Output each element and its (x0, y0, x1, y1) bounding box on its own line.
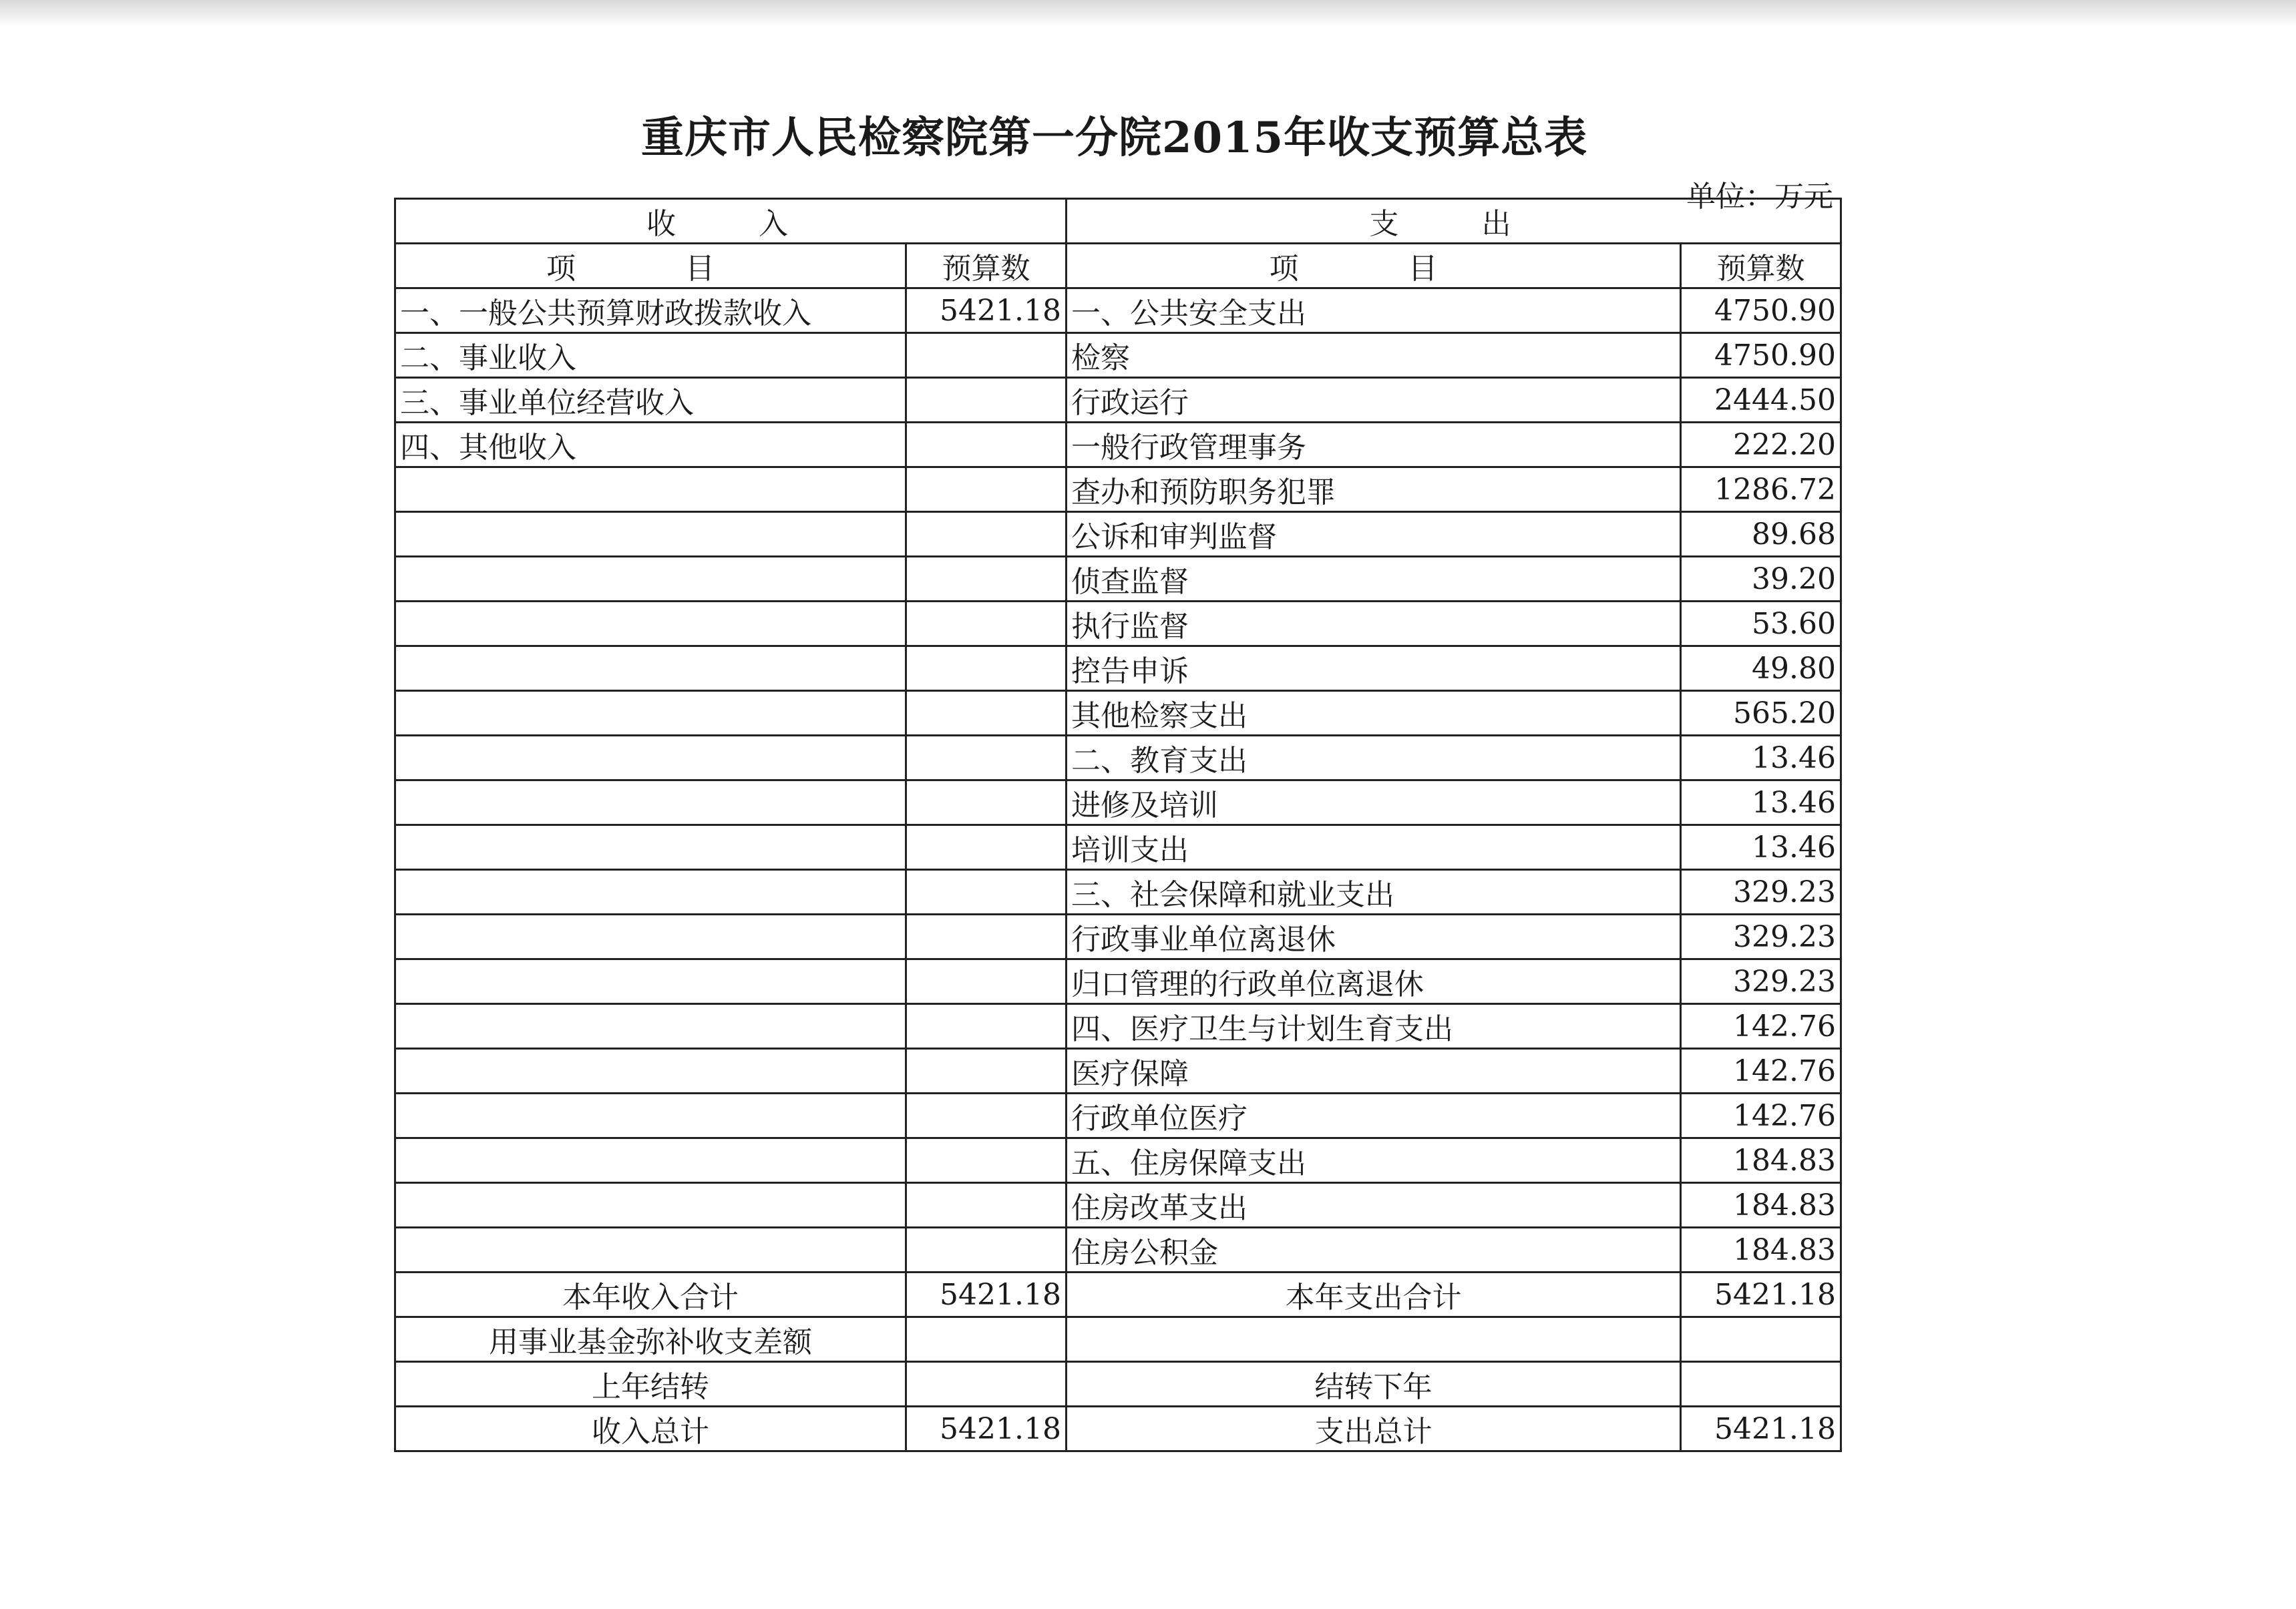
income-amount-header: 预算数 (906, 244, 1067, 288)
income-amount-cell (906, 378, 1067, 423)
summary-expense-item-cell (1067, 1317, 1681, 1362)
summary-expense-item-cell: 结转下年 (1067, 1362, 1681, 1407)
income-item-cell (395, 1228, 906, 1273)
expense-amount-cell: 13.46 (1681, 825, 1841, 870)
table-row (395, 691, 1841, 736)
income-item-cell (395, 959, 906, 1004)
expense-item-cell: 检察 (1067, 333, 1681, 378)
expense-item-cell: 查办和预防职务犯罪 (1067, 467, 1681, 512)
summary-row (395, 1317, 1841, 1362)
income-item-cell (395, 1049, 906, 1094)
table-row (395, 512, 1841, 557)
summary-income-item-cell: 用事业基金弥补收支差额 (395, 1317, 906, 1362)
expense-amount-cell: 142.76 (1681, 1049, 1841, 1094)
table-row (395, 1094, 1841, 1138)
income-item-cell: 三、事业单位经营收入 (395, 378, 906, 423)
expense-amount-cell: 2444.50 (1681, 378, 1841, 423)
page-title: 重庆市人民检察院第一分院2015年收支预算总表 (641, 113, 1588, 163)
income-item-cell (395, 825, 906, 870)
summary-income-amount-cell (906, 1362, 1067, 1407)
budget-body (395, 288, 1841, 1451)
income-item-cell (395, 691, 906, 736)
expense-item-cell: 侦查监督 (1067, 557, 1681, 602)
expense-item-cell: 归口管理的行政单位离退休 (1067, 959, 1681, 1004)
income-item-cell (395, 602, 906, 646)
expense-amount-cell: 4750.90 (1681, 288, 1841, 333)
income-amount-cell (906, 423, 1067, 467)
expense-amount-cell: 184.83 (1681, 1138, 1841, 1183)
table-row (395, 1228, 1841, 1273)
expense-item-cell: 公诉和审判监督 (1067, 512, 1681, 557)
budget-table (394, 198, 1842, 1452)
summary-income-item-cell: 本年收入合计 (395, 1273, 906, 1317)
scan-edge-shadow (0, 0, 2296, 27)
income-amount-cell (906, 736, 1067, 780)
expense-item-cell: 住房改革支出 (1067, 1183, 1681, 1228)
income-amount-cell (906, 1094, 1067, 1138)
summary-expense-amount-cell: 5421.18 (1681, 1273, 1841, 1317)
expense-section-header: 支 出 (1067, 199, 1841, 244)
expense-amount-cell: 184.83 (1681, 1228, 1841, 1273)
table-row (395, 288, 1841, 333)
unit-label: 单位：万元 (1686, 180, 1833, 214)
table-row (395, 557, 1841, 602)
expense-amount-cell: 142.76 (1681, 1004, 1841, 1049)
income-item-cell (395, 557, 906, 602)
income-amount-cell (906, 1183, 1067, 1228)
expense-amount-cell: 184.83 (1681, 1183, 1841, 1228)
expense-item-cell: 一、公共安全支出 (1067, 288, 1681, 333)
income-item-cell (395, 780, 906, 825)
table-row (395, 602, 1841, 646)
income-item-cell (395, 736, 906, 780)
expense-amount-cell: 329.23 (1681, 870, 1841, 915)
table-row (395, 467, 1841, 512)
table-row (395, 1004, 1841, 1049)
income-item-cell (395, 1094, 906, 1138)
expense-item-cell: 五、住房保障支出 (1067, 1138, 1681, 1183)
income-amount-cell (906, 915, 1067, 959)
table-row (395, 646, 1841, 691)
expense-amount-cell: 13.46 (1681, 780, 1841, 825)
summary-row (395, 1273, 1841, 1317)
expense-item-cell: 一般行政管理事务 (1067, 423, 1681, 467)
summary-expense-amount-cell: 5421.18 (1681, 1407, 1841, 1451)
expense-item-cell: 四、医疗卫生与计划生育支出 (1067, 1004, 1681, 1049)
column-header-row (395, 244, 1841, 288)
income-amount-cell (906, 870, 1067, 915)
expense-item-cell: 住房公积金 (1067, 1228, 1681, 1273)
expense-item-cell: 行政运行 (1067, 378, 1681, 423)
expense-amount-cell: 13.46 (1681, 736, 1841, 780)
table-row (395, 1049, 1841, 1094)
table-row (395, 915, 1841, 959)
income-item-cell: 二、事业收入 (395, 333, 906, 378)
income-item-header: 项 目 (395, 244, 906, 288)
summary-income-item-cell: 上年结转 (395, 1362, 906, 1407)
summary-expense-item-cell: 本年支出合计 (1067, 1273, 1681, 1317)
income-section-header: 收 入 (395, 199, 1067, 244)
table-row (395, 780, 1841, 825)
summary-expense-amount-cell (1681, 1362, 1841, 1407)
income-amount-cell (906, 691, 1067, 736)
income-amount-cell (906, 1228, 1067, 1273)
expense-amount-cell: 142.76 (1681, 1094, 1841, 1138)
income-item-cell (395, 512, 906, 557)
income-item-cell: 四、其他收入 (395, 423, 906, 467)
expense-amount-cell: 89.68 (1681, 512, 1841, 557)
expense-amount-cell: 329.23 (1681, 915, 1841, 959)
expense-item-cell: 执行监督 (1067, 602, 1681, 646)
expense-amount-cell: 53.60 (1681, 602, 1841, 646)
income-item-cell (395, 870, 906, 915)
income-amount-cell (906, 1049, 1067, 1094)
income-amount-cell (906, 557, 1067, 602)
income-item-cell (395, 1004, 906, 1049)
expense-item-cell: 进修及培训 (1067, 780, 1681, 825)
expense-item-cell: 行政事业单位离退休 (1067, 915, 1681, 959)
income-amount-cell (906, 512, 1067, 557)
expense-amount-cell: 49.80 (1681, 646, 1841, 691)
table-row (395, 870, 1841, 915)
income-amount-cell (906, 333, 1067, 378)
income-item-cell (395, 915, 906, 959)
expense-amount-cell: 329.23 (1681, 959, 1841, 1004)
summary-income-amount-cell: 5421.18 (906, 1273, 1067, 1317)
expense-amount-cell: 222.20 (1681, 423, 1841, 467)
expense-amount-cell: 4750.90 (1681, 333, 1841, 378)
summary-expense-item-cell: 支出总计 (1067, 1407, 1681, 1451)
summary-row (395, 1362, 1841, 1407)
summary-income-item-cell: 收入总计 (395, 1407, 906, 1451)
income-amount-cell (906, 1138, 1067, 1183)
table-row (395, 423, 1841, 467)
expense-amount-cell: 565.20 (1681, 691, 1841, 736)
income-amount-cell (906, 602, 1067, 646)
expense-item-cell: 二、教育支出 (1067, 736, 1681, 780)
income-amount-cell (906, 1004, 1067, 1049)
income-item-cell (395, 1183, 906, 1228)
income-amount-cell (906, 646, 1067, 691)
table-row (395, 825, 1841, 870)
income-item-cell (395, 646, 906, 691)
expense-item-cell: 其他检察支出 (1067, 691, 1681, 736)
summary-expense-amount-cell (1681, 1317, 1841, 1362)
table-row (395, 1138, 1841, 1183)
expense-amount-cell: 39.20 (1681, 557, 1841, 602)
summary-income-amount-cell (906, 1317, 1067, 1362)
expense-item-cell: 培训支出 (1067, 825, 1681, 870)
income-item-cell (395, 1138, 906, 1183)
income-amount-cell (906, 780, 1067, 825)
income-item-cell (395, 467, 906, 512)
income-amount-cell: 5421.18 (906, 288, 1067, 333)
income-item-cell: 一、一般公共预算财政拨款收入 (395, 288, 906, 333)
table-row (395, 1183, 1841, 1228)
summary-income-amount-cell: 5421.18 (906, 1407, 1067, 1451)
income-amount-cell (906, 825, 1067, 870)
table-row (395, 736, 1841, 780)
table-row (395, 333, 1841, 378)
expense-item-header: 项 目 (1067, 244, 1681, 288)
section-header-row (395, 199, 1841, 244)
income-amount-cell (906, 467, 1067, 512)
income-amount-cell (906, 959, 1067, 1004)
table-row (395, 378, 1841, 423)
expense-item-cell: 控告申诉 (1067, 646, 1681, 691)
table-row (395, 959, 1841, 1004)
summary-row (395, 1407, 1841, 1451)
expense-amount-cell: 1286.72 (1681, 467, 1841, 512)
expense-item-cell: 医疗保障 (1067, 1049, 1681, 1094)
expense-amount-header: 预算数 (1681, 244, 1841, 288)
expense-item-cell: 三、社会保障和就业支出 (1067, 870, 1681, 915)
expense-item-cell: 行政单位医疗 (1067, 1094, 1681, 1138)
